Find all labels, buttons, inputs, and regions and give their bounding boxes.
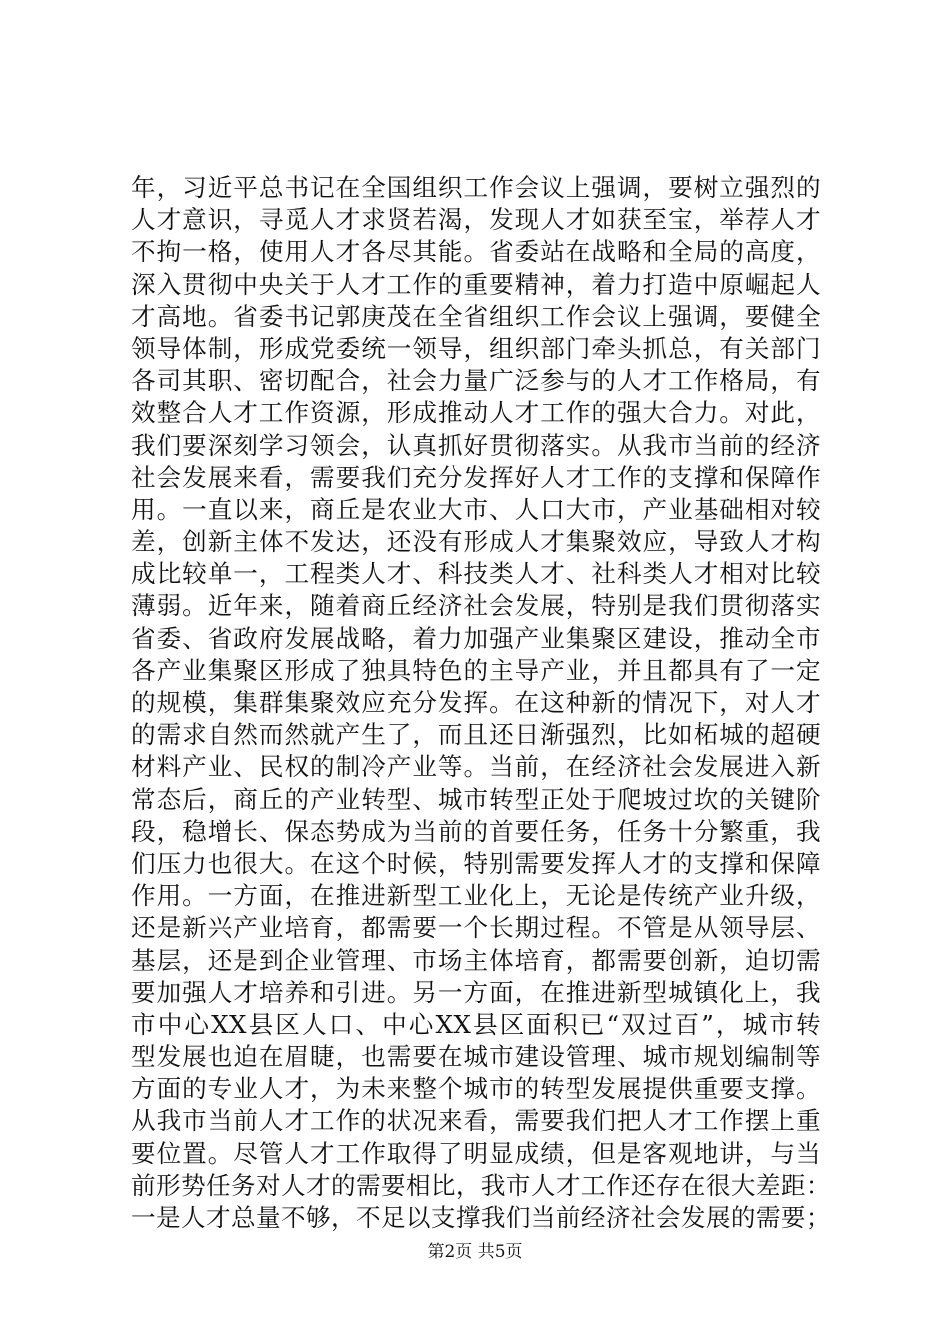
text-line: 段，稳增长、保态势成为当前的首要任务，任务十分繁重，我 — [131, 816, 821, 846]
text-line: 我们要深刻学习领会，认真抓好贯彻落实。从我市当前的经济 — [131, 430, 821, 460]
text-line: 年，习近平总书记在全国组织工作会议上强调，要树立强烈的 — [131, 173, 821, 202]
text-line: 社会发展来看，需要我们充分发挥好人才工作的支撑和保障作 — [131, 462, 821, 492]
text-line: 的规模，集群集聚效应充分发挥。在这种新的情况下，对人才 — [131, 688, 821, 717]
text-line: 们压力也很大。在这个时候，特别需要发挥人才的支撑和保障 — [131, 848, 821, 878]
text-line: 效整合人才工作资源，形成推动人才工作的强大合力。对此， — [131, 398, 821, 428]
text-line: 才高地。省委书记郭庚茂在全省组织工作会议上强调，要健全 — [131, 301, 821, 331]
text-line: 省委、省政府发展战略，着力加强产业集聚区建设，推动全市 — [131, 623, 821, 653]
text-line: 作用。一方面，在推进新型工业化上，无论是传统产业升级， — [131, 881, 821, 911]
text-line: 市中心XX县区人口、中心XX县区面积已“双过百”，城市转 — [131, 1009, 821, 1039]
text-line: 差，创新主体不发达，还没有形成人才集聚效应，导致人才构 — [131, 527, 821, 557]
text-line: 各司其职、密切配合，社会力量广泛参与的人才工作格局，有 — [131, 366, 821, 396]
text-line: 前形势任务对人才的需要相比，我市人才工作还存在很大差距： — [131, 1170, 831, 1200]
text-line: 不拘一格，使用人才各尽其能。省委站在战略和全局的高度， — [131, 237, 821, 267]
text-line: 一是人才总量不够，不足以支撑我们当前经济社会发展的需要； — [131, 1203, 831, 1232]
text-line: 深入贯彻中央关于人才工作的重要精神，着力打造中原崛起人 — [131, 269, 821, 299]
text-line: 方面的专业人才，为未来整个城市的转型发展提供重要支撑。 — [131, 1074, 821, 1104]
text-line: 要位置。尽管人才工作取得了明显成绩，但是客观地讲，与当 — [131, 1138, 821, 1168]
body-text — [131, 172, 831, 1234]
text-line: 人才意识，寻觅人才求贤若渴，发现人才如获至宝，举荐人才 — [131, 205, 821, 235]
text-line: 基层，还是到企业管理、市场主体培育，都需要创新，迫切需 — [131, 945, 821, 975]
page-number-footer: 第2页 共5页 — [427, 1242, 523, 1262]
text-line: 要加强人才培养和引进。另一方面，在推进新型城镇化上，我 — [131, 977, 821, 1007]
text-line: 薄弱。近年来，随着商丘经济社会发展，特别是我们贯彻落实 — [131, 591, 821, 621]
text-line: 用。一直以来，商丘是农业大市、人口大市，产业基础相对较 — [131, 494, 821, 524]
text-line: 材料产业、民权的制冷产业等。当前，在经济社会发展进入新 — [131, 752, 821, 782]
text-line: 的需求自然而然就产生了，而且还日渐强烈，比如柘城的超硬 — [131, 720, 821, 750]
text-line: 常态后，商丘的产业转型、城市转型正处于爬坡过坎的关键阶 — [131, 784, 821, 814]
text-line: 型发展也迫在眉睫，也需要在城市建设管理、城市规划编制等 — [131, 1042, 821, 1072]
text-line: 还是新兴产业培育，都需要一个长期过程。不管是从领导层、 — [131, 913, 821, 943]
text-line: 领导体制，形成党委统一领导，组织部门牵头抓总，有关部门 — [131, 333, 821, 363]
text-line: 从我市当前人才工作的状况来看，需要我们把人才工作摆上重 — [131, 1106, 821, 1136]
text-line: 成比较单一，工程类人才、科技类人才、社科类人才相对比较 — [131, 559, 821, 589]
text-line: 各产业集聚区形成了独具特色的主导产业，并且都具有了一定 — [131, 655, 821, 685]
